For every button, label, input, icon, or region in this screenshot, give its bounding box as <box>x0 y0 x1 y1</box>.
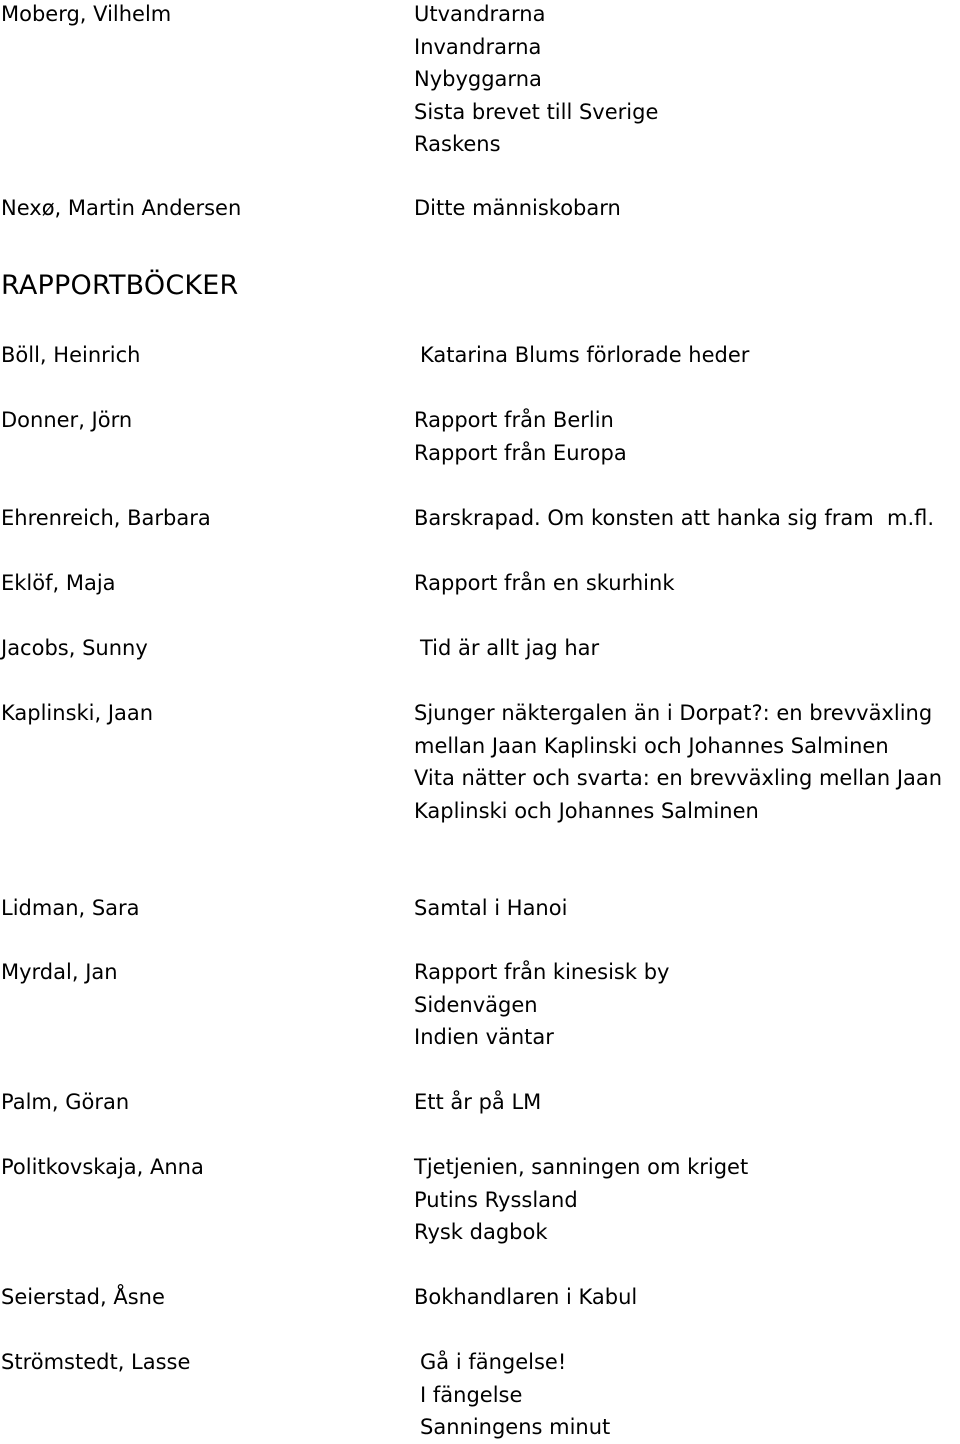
title-list <box>414 1281 960 1314</box>
book-title: Putins Ryssland <box>414 1187 578 1212</box>
section-heading: RAPPORTBÖCKER <box>1 270 239 301</box>
title-list <box>414 892 960 925</box>
author-name: Ehrenreich, Barbara <box>1 506 211 530</box>
author-name: Lidman, Sara <box>1 896 140 920</box>
book-title: Utvandrarna <box>414 2 546 26</box>
book-title: Nybyggarna <box>414 67 542 92</box>
book-title: Rapport från Berlin <box>414 408 614 432</box>
title-list <box>420 339 960 372</box>
book-title: Sanningens minut <box>420 1415 611 1440</box>
book-title: Ett år på LM <box>414 1090 542 1114</box>
author-name: Nexø, Martin Andersen <box>1 196 242 220</box>
author-name: Politkovskaja, Anna <box>1 1155 204 1179</box>
book-title: Rapport från Europa <box>414 440 627 465</box>
title-list <box>420 632 960 665</box>
book-title: I fängelse <box>420 1382 523 1407</box>
book-title: Rapport från kinesisk by <box>414 960 670 984</box>
author-name: Kaplinski, Jaan <box>1 701 154 725</box>
title-list <box>414 1086 960 1119</box>
author-name: Moberg, Vilhelm <box>1 2 172 26</box>
book-title: Tjetjenien, sanningen om kriget <box>414 1155 749 1179</box>
author-name: Strömstedt, Lasse <box>1 1350 191 1374</box>
title-list <box>414 1151 960 1249</box>
book-title: Tid är allt jag har <box>420 636 600 660</box>
author-name: Palm, Göran <box>1 1090 130 1114</box>
book-title: Barskrapad. Om konsten att hanka sig fram m.fl. <box>414 506 935 530</box>
book-title: Raskens <box>414 132 501 157</box>
book-title: Indien väntar <box>414 1025 554 1050</box>
author-name: Böll, Heinrich <box>1 343 141 367</box>
book-title: Rysk dagbok <box>414 1220 548 1245</box>
book-title: Samtal i Hanoi <box>414 896 568 920</box>
title-list <box>414 0 960 161</box>
title-list <box>414 404 960 469</box>
title-list <box>414 697 960 827</box>
author-name: Jacobs, Sunny <box>1 636 148 660</box>
book-title: Katarina Blums förlorade heder <box>420 343 750 367</box>
book-title: Vita nätter och svarta: en brevväxling mellan Jaan Kaplinski och Johannes Salminen <box>414 766 943 823</box>
book-title: Sidenvägen <box>414 992 538 1017</box>
book-title: Invandrarna <box>414 34 542 59</box>
title-list <box>414 567 960 600</box>
book-title: Sjunger näktergalen än i Dorpat?: en brevväxling mellan Jaan Kaplinski och Johannes Salminen <box>414 701 933 758</box>
title-list <box>420 1346 960 1444</box>
book-title: Bokhandlaren i Kabul <box>414 1285 638 1309</box>
author-name: Donner, Jörn <box>1 408 133 432</box>
title-list <box>414 956 960 1054</box>
title-list <box>414 502 960 535</box>
title-list <box>414 192 960 225</box>
book-title: Rapport från en skurhink <box>414 571 675 595</box>
author-name: Myrdal, Jan <box>1 960 118 984</box>
book-title: Gå i fängelse! <box>420 1350 567 1374</box>
author-name: Eklöf, Maja <box>1 571 116 595</box>
book-title: Ditte människobarn <box>414 196 621 220</box>
author-name: Seierstad, Åsne <box>1 1285 165 1309</box>
book-title: Sista brevet till Sverige <box>414 99 659 124</box>
